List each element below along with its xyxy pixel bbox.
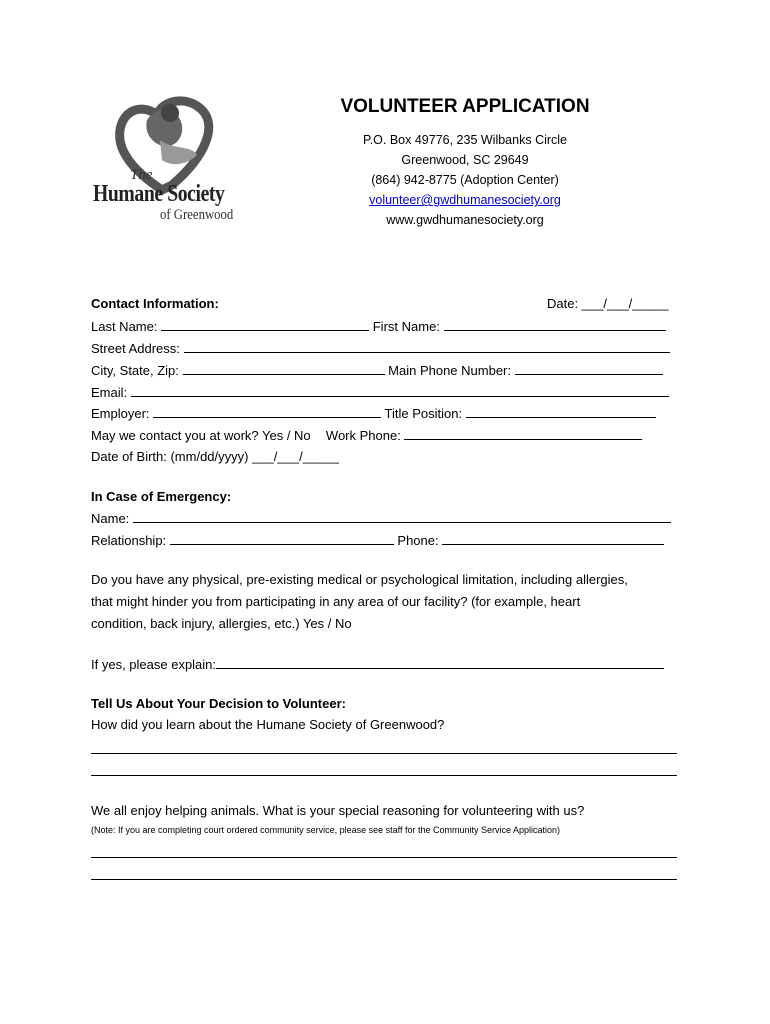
reasoning-answer-line1[interactable] [91,845,677,858]
city-label: City, State, Zip: [91,363,179,378]
address-line2: Greenwood, SC 29649 [401,153,529,167]
header [300,96,630,230]
relationship-field[interactable] [170,532,394,545]
work-phone-field[interactable] [404,427,642,440]
explain-field[interactable] [216,656,664,669]
logo-line3: of Greenwood [160,207,234,223]
humane-society-logo [90,95,250,230]
main-phone-field[interactable] [515,362,663,375]
medical-question-line3: condition, back injury, allergies, etc.) Yes / No [91,616,352,631]
employer-field[interactable] [153,405,381,418]
last-name-label: Last Name: [91,319,158,334]
city-field[interactable] [183,362,385,375]
title-position-field[interactable] [466,405,656,418]
heart-logo-icon [112,95,222,195]
phone-line: (864) 942-8775 (Adoption Center) [371,173,559,187]
date-label: Date: ___/___/_____ [547,296,669,311]
logo-line2: Humane Society [93,181,225,207]
email-field[interactable] [131,384,669,397]
decision-heading: Tell Us About Your Decision to Volunteer: [91,696,346,711]
learn-answer-line1[interactable] [91,741,677,754]
work-phone-label: Work Phone: [325,428,401,443]
learn-answer-line2[interactable] [91,763,677,776]
address-line1: P.O. Box 49776, 235 Wilbanks Circle [362,133,568,147]
street-field[interactable] [184,340,670,353]
main-phone-label: Main Phone Number: [388,363,511,378]
emergency-name-field[interactable] [133,510,671,523]
website-line: www.gwdhumanesociety.org [386,213,544,227]
medical-question-line1: Do you have any physical, pre-existing medical or psychological limitation, including allergies, [91,572,628,587]
last-name-field[interactable] [161,318,369,331]
contact-work-label: May we contact you at work? Yes / No [91,428,311,443]
emergency-phone-field[interactable] [442,532,664,545]
email-link[interactable]: volunteer@gwdhumanesociety.org [369,193,561,207]
emergency-name-label: Name: [91,511,130,526]
emergency-heading: In Case of Emergency: [91,489,232,504]
dob-label: Date of Birth: (mm/dd/yyyy) ___/___/_____ [91,449,339,464]
title-position-label: Title Position: [384,406,463,421]
contact-heading: Contact Information: [91,296,219,311]
community-service-note: (Note: If you are completing court ordered community service, please see staff for the Community Service Application) [91,825,561,835]
employer-label: Employer: [91,406,150,421]
emergency-phone-label: Phone: [397,533,439,548]
street-label: Street Address: [91,341,180,356]
reasoning-question: We all enjoy helping animals. What is your special reasoning for volunteering with us? [91,803,585,818]
explain-label: If yes, please explain: [91,657,217,672]
first-name-label: First Name: [372,319,440,334]
logo-line1: The [130,167,153,183]
email-label: Email: [91,385,128,400]
learn-question: How did you learn about the Humane Society of Greenwood? [91,717,445,732]
first-name-field[interactable] [444,318,666,331]
reasoning-answer-line2[interactable] [91,867,677,880]
page-title: VOLUNTEER APPLICATION [340,96,590,117]
medical-question-line2: that might hinder you from participating in any area of our facility? (for example, heart [91,594,581,609]
relationship-label: Relationship: [91,533,167,548]
